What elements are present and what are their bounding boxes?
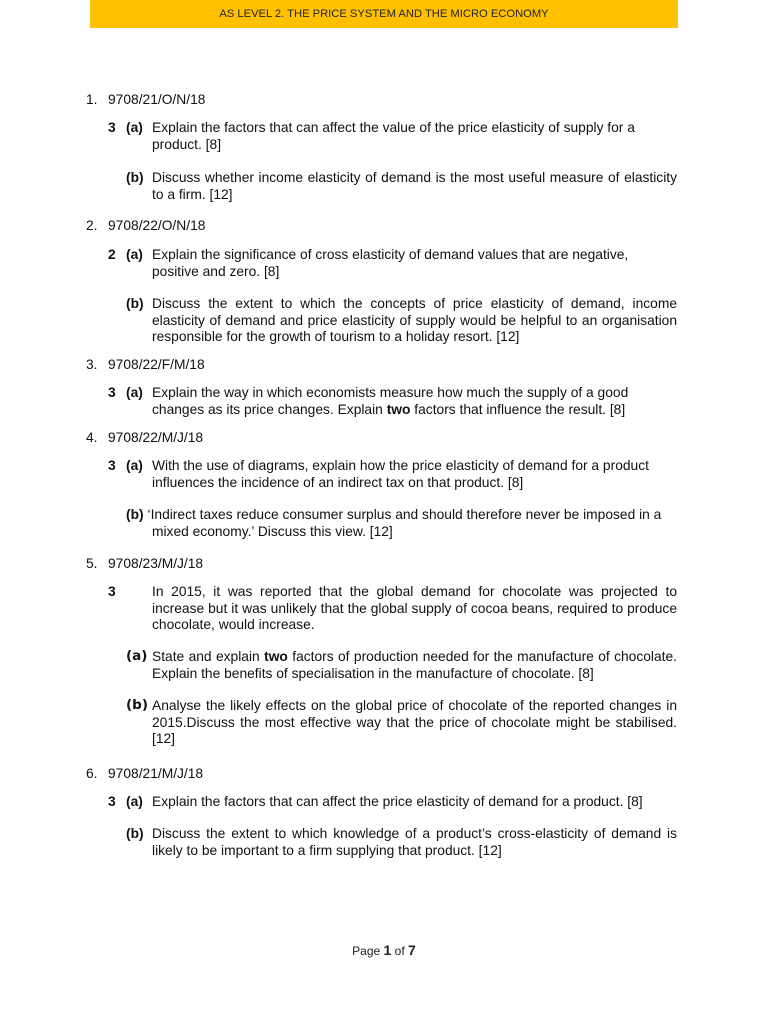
- header-banner: [90, 0, 678, 28]
- text-line: Discuss the extent to which the concepts of price elasticity of demand, income: [152, 296, 677, 311]
- text-line: ‘Indirect taxes reduce consumer surplus and should therefore never be imposed in a: [147, 507, 662, 522]
- text-line: In 2015, it was reported that the global demand for chocolate was projected to: [152, 584, 677, 599]
- text-line: elasticity of demand and price elasticity of supply would be helpful to an organisation: [152, 312, 677, 328]
- text-segment: State and explain: [152, 649, 265, 664]
- list-number: 1.: [86, 92, 98, 107]
- question-text: [152, 170, 677, 203]
- text-line: Explain the factors that can affect the value of the price elasticity of supply for a: [152, 120, 635, 135]
- paper-code: 9708/21/O/N/18: [108, 92, 206, 107]
- text-line: [152, 649, 677, 666]
- paper-code: 9708/21/M/J/18: [108, 766, 204, 781]
- text-line: chocolate, would increase.: [152, 617, 315, 632]
- question-text: [152, 458, 677, 491]
- text-line: Explain the significance of cross elasticity of demand values that are negative,: [152, 247, 629, 262]
- question-number: 3: [108, 458, 116, 473]
- part-label: (a): [126, 648, 148, 664]
- question-text: [152, 698, 677, 748]
- part-label: (a): [126, 794, 143, 809]
- paper-code: 9708/22/M/J/18: [108, 430, 204, 445]
- text-line: responsible for the growth of tourism to a holiday resort. [12]: [152, 329, 520, 344]
- text-line: Explain the factors that can affect the price elasticity of demand for a product. [8]: [152, 794, 643, 809]
- question-number: 3: [108, 385, 116, 400]
- part-label: (b): [126, 697, 149, 713]
- part-label: (a): [126, 385, 143, 400]
- part-label: (b): [126, 507, 144, 522]
- text-line: to a firm. [12]: [152, 186, 233, 202]
- part-label: (a): [126, 247, 143, 262]
- question-text: [152, 385, 677, 418]
- part-label: (b): [126, 170, 144, 185]
- question-text: [152, 120, 677, 153]
- question-text: [152, 794, 677, 811]
- part-label: (b): [126, 296, 144, 311]
- list-number: 4.: [86, 430, 98, 445]
- question-text: [152, 826, 677, 859]
- emphasis-text: two: [386, 401, 411, 417]
- list-number: 3.: [86, 357, 98, 372]
- list-number: 2.: [86, 218, 98, 233]
- question-text: [147, 507, 677, 540]
- text-line: [12]: [152, 731, 176, 746]
- question-number: 3: [108, 584, 116, 599]
- of-label: of: [394, 944, 405, 958]
- text-line: Explain the benefits of specialisation in the manufacture of chocolate. [8]: [152, 665, 594, 681]
- text-segment: factors of production needed for the manufacture of chocolate.: [287, 649, 677, 664]
- current-page-number: 1: [383, 942, 392, 958]
- question-text: [152, 584, 677, 634]
- question-number: 3: [108, 120, 116, 135]
- question-number: 2: [108, 247, 116, 262]
- list-number: 5.: [86, 556, 98, 571]
- header-title: AS LEVEL 2. THE PRICE SYSTEM AND THE MICRO ECONOMY: [219, 8, 549, 20]
- text-line: increase but it was unlikely that the global supply of cocoa beans, required to produce: [152, 600, 677, 616]
- paper-code: 9708/22/O/N/18: [108, 218, 206, 233]
- part-label: (a): [126, 458, 143, 473]
- paper-code: 9708/23/M/J/18: [108, 556, 204, 571]
- part-label: (a): [126, 120, 143, 135]
- text-line: influences the incidence of an indirect tax on that product. [8]: [152, 474, 524, 490]
- text-line: Discuss whether income elasticity of demand is the most useful measure of elasticity: [152, 170, 677, 185]
- page-footer: [0, 941, 768, 960]
- text-line: Explain the way in which economists measure how much the supply of a good: [152, 385, 629, 400]
- text-line: [152, 402, 677, 419]
- part-label: (b): [126, 826, 144, 841]
- text-line: likely to be important to a firm supplying that product. [12]: [152, 842, 502, 858]
- text-line: Discuss the extent to which knowledge of a product’s cross-elasticity of demand is: [152, 826, 677, 841]
- text-line: positive and zero. [8]: [152, 263, 280, 279]
- question-text: [152, 247, 677, 280]
- text-line: With the use of diagrams, explain how the price elasticity of demand for a product: [152, 458, 649, 473]
- text-line: product. [8]: [152, 136, 222, 152]
- emphasis-text: two: [264, 649, 288, 664]
- page-label: Page: [352, 944, 381, 958]
- text-line: 2015.Discuss the most effective way that the price of chocolate might be stabilised.: [152, 714, 677, 730]
- total-pages: 7: [408, 942, 416, 958]
- paper-code: 9708/22/F/M/18: [108, 357, 205, 372]
- text-segment: factors that influence the result. [8]: [410, 401, 626, 417]
- question-text: [152, 649, 677, 682]
- question-text: [152, 296, 677, 346]
- text-segment: changes as its price changes. Explain: [152, 401, 387, 417]
- text-line: mixed economy.’ Discuss this view. [12]: [152, 523, 393, 539]
- text-line: Analyse the likely effects on the global price of chocolate of the reported changes in: [152, 698, 677, 713]
- list-number: 6.: [86, 766, 98, 781]
- question-number: 3: [108, 794, 116, 809]
